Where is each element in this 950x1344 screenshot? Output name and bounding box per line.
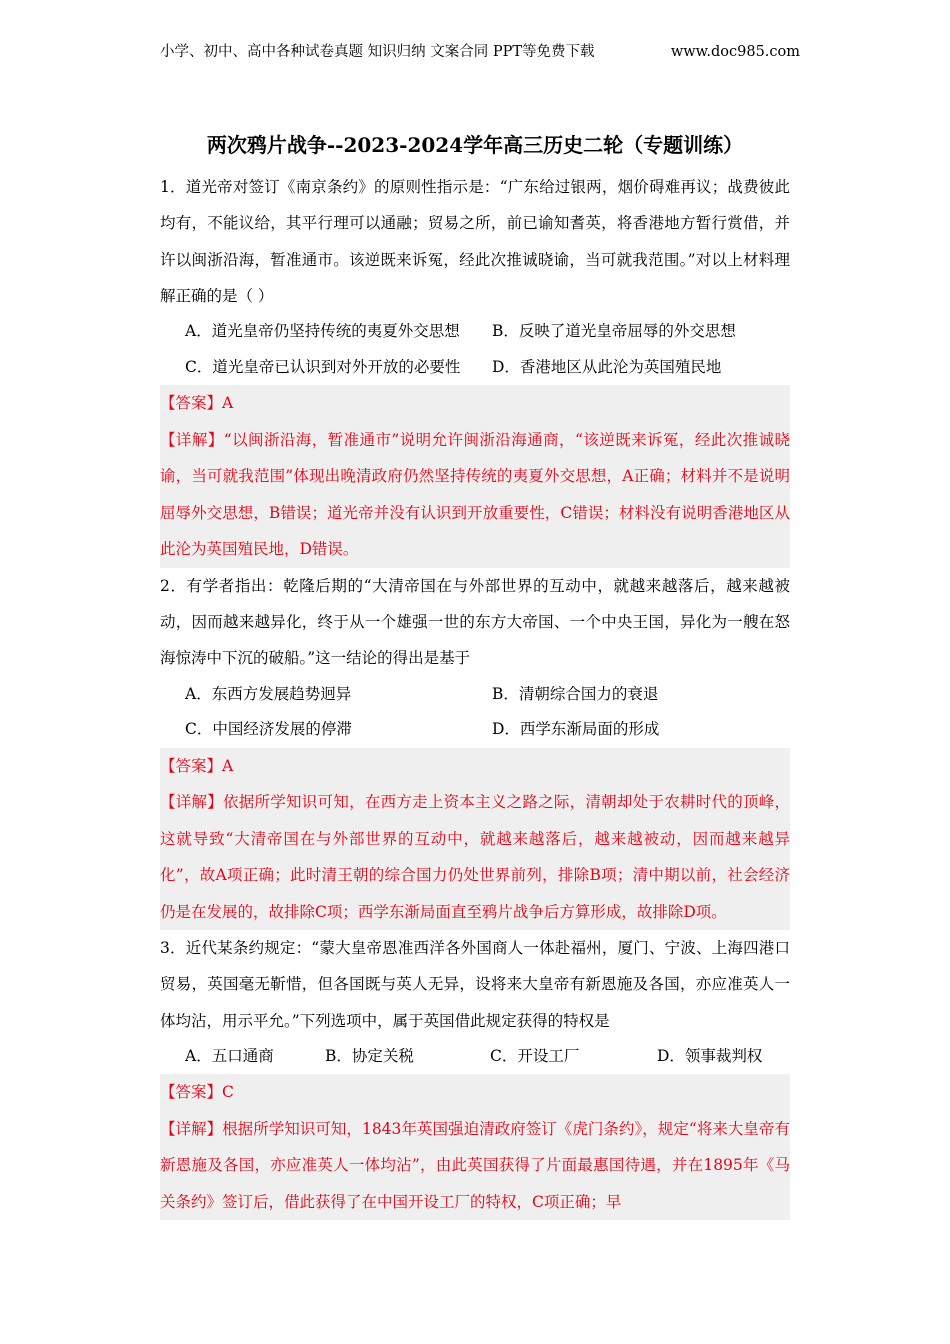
question-stem: 1．道光帝对签订《南京条约》的原则性指示是：“广东给过银两，烟价碍难再议；战费彼此均有，不能议给，其平行理可以通融；贸易之所，前已谕知耆英，将香港地方暂行赏借，并许以闽浙沿海，暂准通市。该逆既来诉冤，经此次推诚晓谕，当可就我范围。”对以上材料理解正确的是（ ） bbox=[160, 178, 790, 305]
option-c: C．中国经济发展的停滞 bbox=[185, 720, 352, 739]
option-d: D．领事裁判权 bbox=[657, 1046, 763, 1065]
answer-block bbox=[160, 385, 790, 568]
answer-explanation: 【详解】“以闽浙沿海，暂准通市”说明允许闽浙沿海通商，“该逆既来诉冤，经此次推诚晓谕，当可就我范围”体现出晚清政府仍然坚持传统的夷夏外交思想，A正确；材料并不是说明屈辱外交思想，B错误；道光帝并没有认识到开放重要性，C错误；材料没有说明香港地区从此沦为英国殖民地，D错误。 bbox=[160, 430, 790, 559]
answer-block bbox=[160, 748, 790, 931]
options-row bbox=[160, 350, 790, 386]
answer-block bbox=[160, 1074, 790, 1220]
options-row bbox=[160, 314, 790, 350]
options-row bbox=[160, 677, 790, 713]
answer-label: 【答案】A bbox=[160, 756, 234, 775]
option-a: A．东西方发展趋势迥异 bbox=[185, 684, 352, 703]
header-site-url[interactable]: www.doc985.com bbox=[670, 44, 800, 60]
option-b: B．反映了道光皇帝屈辱的外交思想 bbox=[492, 322, 736, 341]
option-b: B．协定关税 bbox=[325, 1046, 414, 1065]
question-3 bbox=[160, 930, 790, 1220]
answer-label: 【答案】A bbox=[160, 394, 234, 413]
option-a: A．道光皇帝仍坚持传统的夷夏外交思想 bbox=[185, 322, 460, 341]
question-stem: 3．近代某条约规定：“蒙大皇帝恩准西洋各外国商人一体赴福州，厦门、宁波、上海四港口贸易，英国毫无靳惜，但各国既与英人无异，设将来大皇帝有新恩施及各国，亦应准英人一体均沾，用示平允。”下列选项中，属于英国借此规定获得的特权是 bbox=[160, 939, 790, 1030]
header-left-text: 小学、初中、高中各种试卷真题 知识归纳 文案合同 PPT等免费下载 bbox=[160, 44, 595, 60]
answer-label: 【答案】C bbox=[160, 1083, 234, 1102]
option-d: D．香港地区从此沦为英国殖民地 bbox=[492, 357, 722, 376]
question-1 bbox=[160, 169, 790, 568]
page-header bbox=[160, 40, 800, 64]
option-b: B．清朝综合国力的衰退 bbox=[492, 684, 659, 703]
option-d: D．西学东渐局面的形成 bbox=[492, 720, 660, 739]
option-a: A．五口通商 bbox=[185, 1046, 274, 1065]
answer-explanation: 【详解】依据所学知识可知，在西方走上资本主义之路之际，清朝却处于农耕时代的顶峰，这就导致“大清帝国在与外部世界的互动中，就越来越落后，越来越被动，因而越来越异化”，故A项正确；此时清王朝的综合国力仍处世界前列，排除B项；清中期以前，社会经济仍是在发展的，故排除C项；西学东渐局面直至鸦片战争后方算形成，故排除D项。 bbox=[160, 793, 790, 921]
question-stem: 2．有学者指出：乾隆后期的“大清帝国在与外部世界的互动中，就越来越落后，越来越被动，因而越来越异化，终于从一个雄强一世的东方大帝国、一个中央王国，异化为一艘在怒海惊涛中下沉的破船。”这一结论的得出是基于 bbox=[160, 576, 790, 668]
option-c: C．道光皇帝已认识到对外开放的必要性 bbox=[185, 357, 461, 376]
answer-explanation: 【详解】根据所学知识可知，1843年英国强迫清政府签订《虎门条约》，规定“将来大皇帝有新恩施及各国，亦应准英人一体均沾”，由此英国获得了片面最惠国待遇，并在1895年《马关条约》签订后，借此获得了在中国开设工厂的特权，C项正确；早 bbox=[160, 1119, 790, 1211]
option-c: C．开设工厂 bbox=[490, 1046, 580, 1065]
options-row bbox=[160, 1039, 790, 1075]
document-body bbox=[160, 169, 790, 1220]
question-2 bbox=[160, 568, 790, 930]
options-row bbox=[160, 712, 790, 748]
document-title: 两次鸦片战争--2023-2024学年高三历史二轮（专题训练） bbox=[206, 133, 744, 157]
